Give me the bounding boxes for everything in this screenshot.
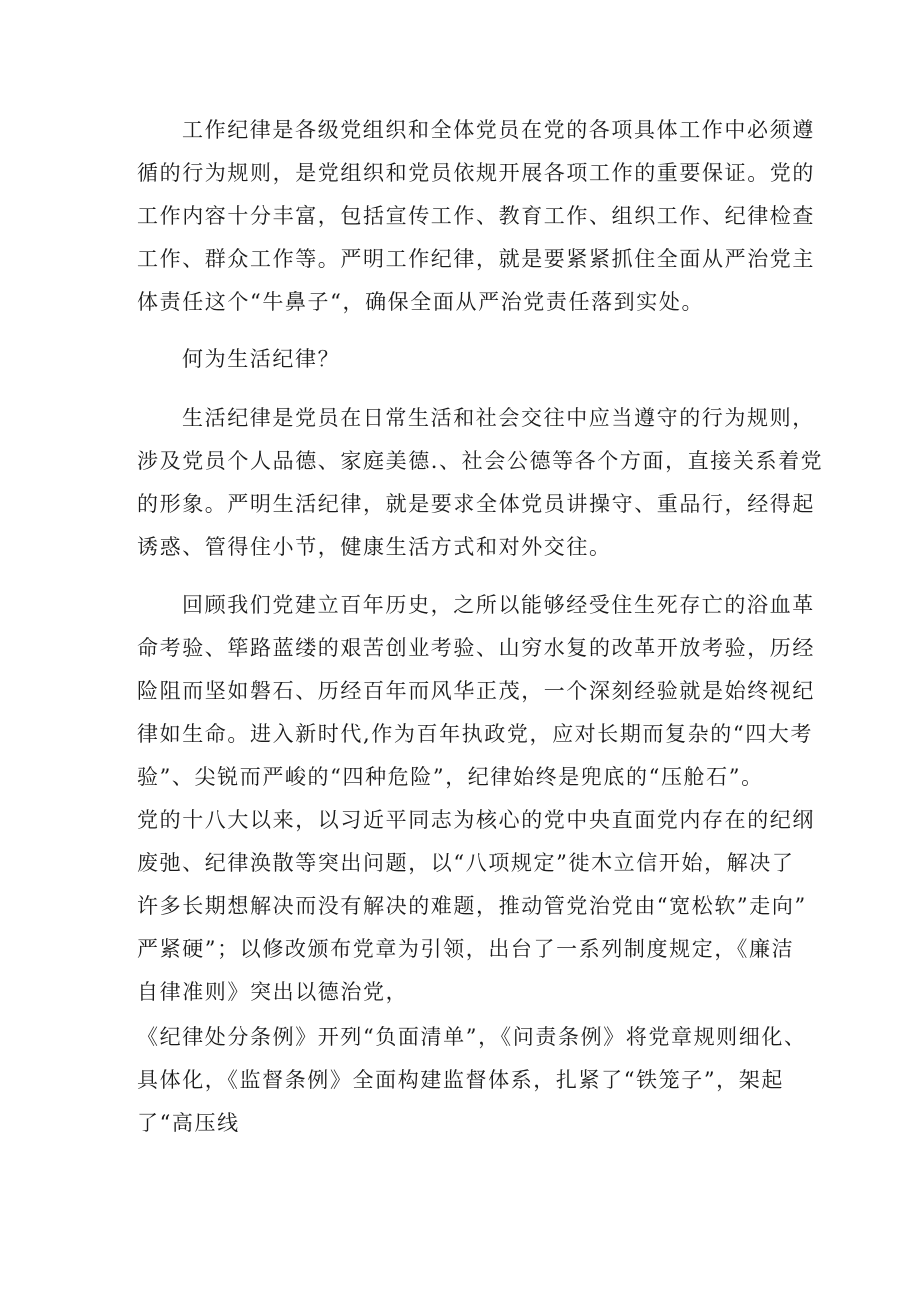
paragraph-regulations-line: 具体化，《监督条例》全面构建监督体系，扎紧了“铁笼子”，架起 xyxy=(137,1068,784,1092)
paragraph-life-discipline-line: 涉及党员个人品德、家庭美德.、社会公德等各个方面，直接关系着党 xyxy=(137,449,824,473)
paragraph-work-discipline-line: 工作、群众工作等。严明工作纪律，就是要紧紧抓住全面从严治党主 xyxy=(137,247,815,271)
paragraph-work-discipline-line: 循的行为规则，是党组织和党员依规开展各项工作的重要保证。党的 xyxy=(137,161,815,185)
paragraph-history-line: 废弛、纪律涣散等突出问题，以“八项规定”徙木立信开始，解决了 xyxy=(137,851,795,875)
paragraph-work-discipline-line: 工作纪律是各级党组织和全体党员在党的各项具体工作中必须遵 xyxy=(182,118,815,142)
paragraph-history-line: 回顾我们党建立百年历史，之所以能够经受住生死存亡的浴血革 xyxy=(182,593,815,617)
paragraph-history-line: 党的十八大以来，以习近平同志为核心的党中央直面党内存在的纪纲 xyxy=(137,808,815,832)
paragraph-life-discipline-line: 诱惑、管得住小节，健康生活方式和对外交往。 xyxy=(137,535,612,559)
paragraph-history-line: 严紧硬”；以修改颁布党章为引领，出台了一系列制度规定，《廉洁 xyxy=(137,937,795,961)
paragraph-history-line: 律如生命。进入新时代,作为百年执政党，应对长期而复杂的“四大考 xyxy=(137,722,814,746)
paragraph-history-line: 险阻而坚如磐石、历经百年而风华正茂，一个深刻经验就是始终视纪 xyxy=(137,679,815,703)
paragraph-history-line: 命考验、筚路蓝缕的艰苦创业考验、山穷水复的改革开放考验，历经 xyxy=(137,636,815,660)
paragraph-life-discipline-line: 的形象。严明生活纪律，就是要求全体党员讲操守、重品行，经得起 xyxy=(137,492,815,516)
paragraph-regulations-line: 《纪律处分条例》开列“负面清单”，《问责条例》将党章规则细化、 xyxy=(137,1025,807,1049)
paragraph-life-discipline-line: 生活纪律是党员在日常生活和社会交往中应当遵守的行为规则， xyxy=(182,406,815,430)
paragraph-regulations-line: 了“高压线 xyxy=(137,1111,240,1135)
paragraph-history-line: 许多长期想解决而没有解决的难题，推动管党治党由“宽松软”走向” xyxy=(137,894,807,918)
paragraph-history-line: 验”、尖锐而严峻的“四种危险”，纪律始终是兜底的“压舱石”。 xyxy=(137,765,764,789)
paragraph-work-discipline-line: 体责任这个“牛鼻子“，确保全面从严治党责任落到实处。 xyxy=(137,290,705,314)
paragraph-history-line: 自律准则》突出以德治党， xyxy=(137,980,409,1004)
heading-life-discipline: 何为生活纪律？ xyxy=(182,347,341,371)
paragraph-work-discipline-line: 工作内容十分丰富，包括宣传工作、教育工作、组织工作、纪律检查 xyxy=(137,204,815,228)
